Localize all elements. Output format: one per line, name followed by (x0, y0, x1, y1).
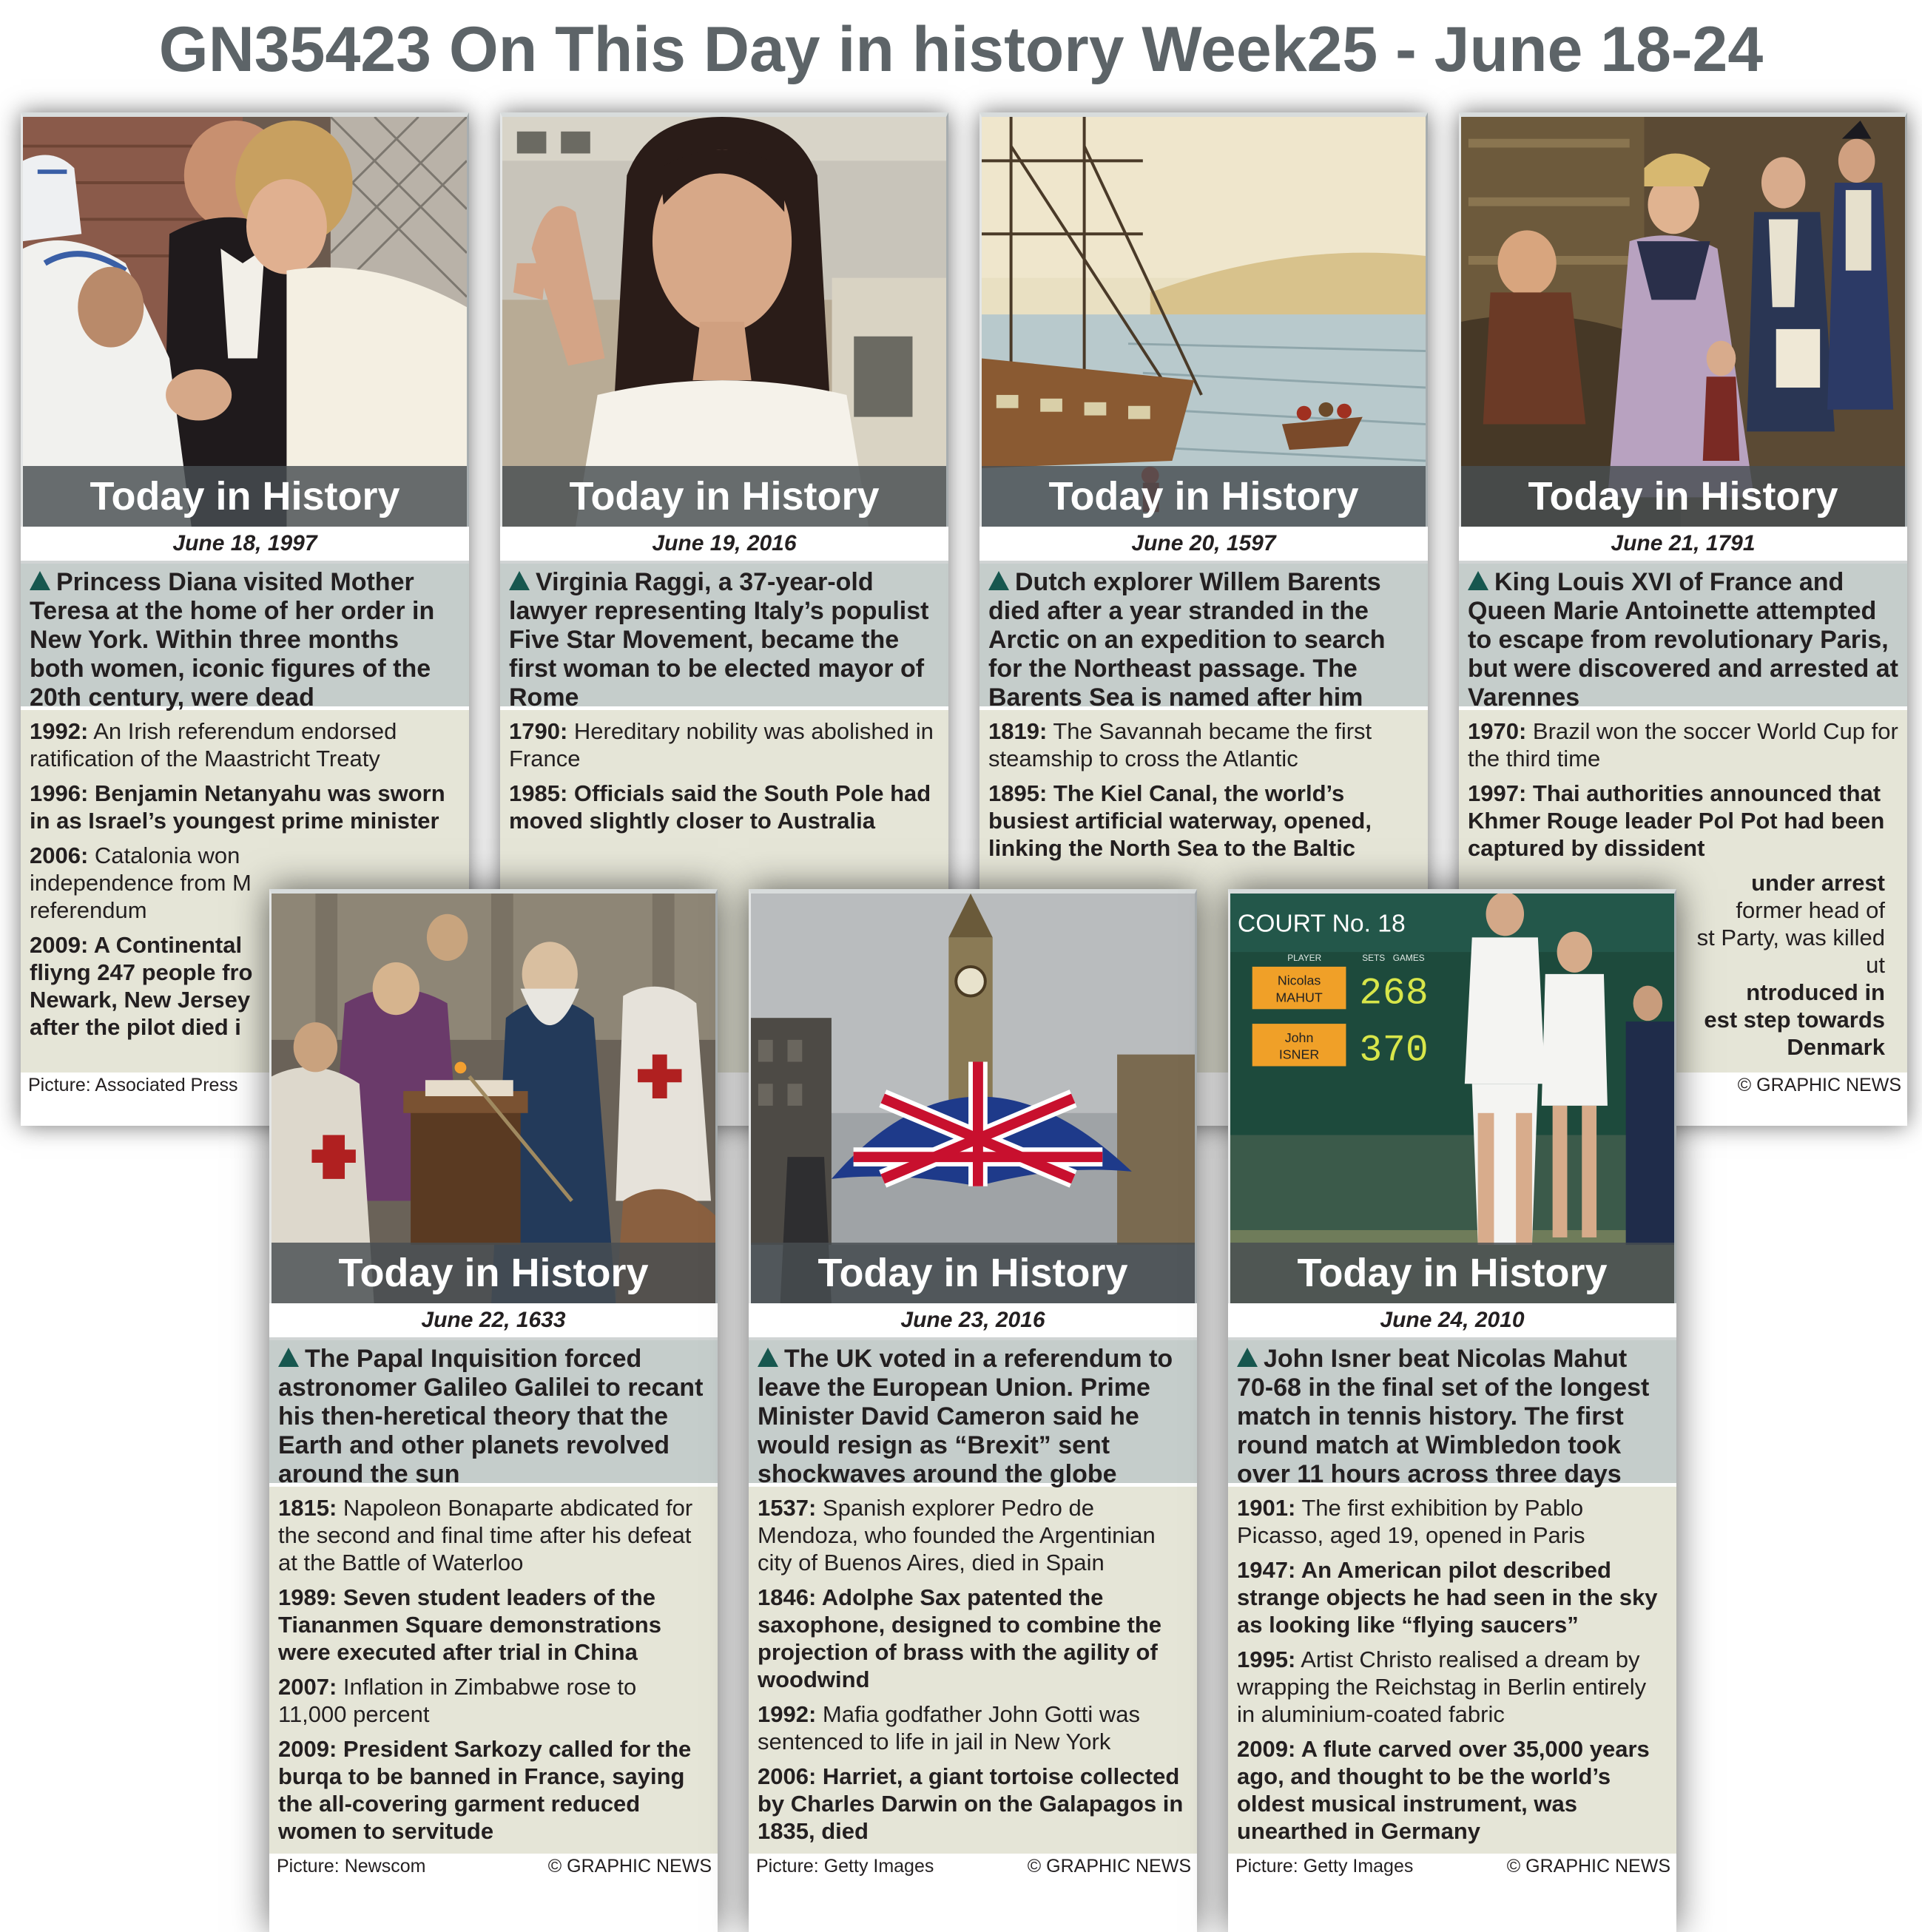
scoreboard-p2-first: John (1284, 1030, 1314, 1045)
credit-line (269, 1854, 718, 1879)
scoreboard-p1-games: 68 (1382, 972, 1429, 1016)
band-label: Today in History (90, 474, 400, 519)
main-event-headline (979, 564, 1428, 710)
headline-text: John Isner beat Nicolas Mahut 70-68 in the final set of the longest match in tennis history. The first round match at Wimbledon took over 11 hours across three days (1237, 1345, 1650, 1488)
scoreboard-p2-sets: 3 (1359, 1029, 1383, 1073)
event-text-fragment: fliyng 247 people fro (30, 959, 253, 985)
event-item (988, 780, 1419, 862)
event-text-fragment: Denmark (1787, 1034, 1885, 1060)
today-in-history-band (982, 466, 1426, 527)
other-events-list (749, 1487, 1197, 1854)
event-year: 1989: (278, 1584, 337, 1610)
photo-illustration (23, 117, 467, 527)
event-item (988, 717, 1419, 772)
scoreboard-p1-last: MAHUT (1275, 990, 1323, 1005)
headline-text: Dutch explorer Willem Barents died after a year stranded in the Arctic on an expedition to search for the Northeast passage. The Barents Sea is named after him (988, 568, 1386, 712)
event-text: An American pilot described strange objects he had seen in the sky as looking like “flying saucers” (1237, 1557, 1658, 1638)
scoreboard-col-sets: SETS (1362, 953, 1386, 964)
event-year: 2009: (1237, 1736, 1296, 1762)
main-event-headline (1459, 564, 1907, 710)
headline-text: Virginia Raggi, a 37-year-old lawyer representing Italy’s populist Five Star Movement, became the first woman to be elected mayor of Rome (509, 568, 929, 712)
event-item (278, 1584, 709, 1666)
event-text: President Sarkozy called for the burqa to be banned in France, saying the all-covering garment reduced women to servitude (278, 1736, 692, 1844)
other-events-list (269, 1487, 718, 1854)
event-year: 2009: (278, 1736, 337, 1762)
event-text: A Continental (93, 932, 243, 958)
picture-credit: Picture: Newscom (277, 1856, 426, 1877)
event-year: 1996: (30, 780, 89, 806)
event-text-fragment: Newark, New Jersey (30, 987, 251, 1013)
event-text: A flute carved over 35,000 years ago, and thought to be the world’s oldest musical instrument, was unearthed in Germany (1237, 1736, 1650, 1844)
history-card-june-24 (1228, 889, 1676, 1932)
triangle-icon (1468, 571, 1488, 590)
today-in-history-band (1461, 466, 1905, 527)
event-text-fragment: est step towards (1704, 1007, 1885, 1033)
event-item (1468, 717, 1898, 772)
event-year: 1992: (30, 718, 89, 744)
photo-barents-ship (979, 112, 1428, 527)
photo-illustration (982, 117, 1426, 527)
event-year: 2006: (758, 1763, 817, 1789)
triangle-icon (509, 571, 530, 590)
event-text: Artist Christo realised a dream by wrapping the Reichstag in Berlin entirely in aluminium-coated fabric (1237, 1646, 1647, 1727)
photo-virginia-raggi (500, 112, 948, 527)
event-item (278, 1735, 709, 1845)
event-text: Brazil won the soccer World Cup for the third time (1468, 718, 1898, 771)
copyright-credit: © GRAPHIC NEWS (1027, 1856, 1191, 1877)
headline-text: Princess Diana visited Mother Teresa at the home of her order in New York. Within three months both women, iconic figures of the 20th century, were dead (30, 568, 435, 712)
band-label: Today in History (1528, 474, 1838, 519)
event-item (1237, 1494, 1668, 1549)
picture-credit: Picture: Getty Images (756, 1856, 934, 1877)
event-year: 1846: (758, 1584, 817, 1610)
event-item (1237, 1735, 1668, 1845)
event-text-fragment: former head of (1736, 897, 1885, 923)
scoreboard-col-games: GAMES (1392, 953, 1425, 964)
today-in-history-band (502, 466, 946, 527)
scoreboard-p1-first: Nicolas (1277, 973, 1321, 988)
event-item (509, 717, 940, 772)
history-card-june-23 (749, 889, 1197, 1932)
event-text-fragment: after the pilot died i (30, 1014, 241, 1040)
event-year: 2007: (278, 1674, 337, 1700)
photo-illustration (1461, 117, 1905, 527)
event-year: 1901: (1237, 1495, 1296, 1521)
today-in-history-band (751, 1243, 1195, 1303)
main-event-headline (269, 1340, 718, 1487)
event-item (758, 1584, 1188, 1693)
event-item (30, 780, 460, 834)
scoreboard-p1-sets: 2 (1359, 972, 1383, 1016)
event-item (509, 780, 940, 834)
event-year: 1970: (1468, 718, 1527, 744)
event-year: 2009: (30, 932, 89, 958)
copyright-credit: © GRAPHIC NEWS (1506, 1856, 1670, 1877)
event-text: Seven student leaders of the Tiananmen Square demonstrations were executed after trial in China (278, 1584, 661, 1665)
event-year: 1985: (509, 780, 568, 806)
triangle-icon (758, 1348, 778, 1367)
copyright-credit: © GRAPHIC NEWS (1737, 1075, 1901, 1095)
event-year: 1537: (758, 1495, 817, 1521)
picture-credit: Picture: Associated Press (28, 1075, 238, 1095)
photo-louis-xvi-varennes (1459, 112, 1907, 527)
event-year: 1895: (988, 780, 1048, 806)
band-label: Today in History (338, 1251, 649, 1295)
event-text-fragment: ntroduced in (1746, 979, 1885, 1005)
event-text: The Kiel Canal, the world’s busiest artificial waterway, opened, linking the North Sea to the Baltic (988, 780, 1372, 861)
photo-illustration (502, 117, 946, 527)
event-date: June 20, 1597 (979, 527, 1428, 564)
event-item (758, 1763, 1188, 1845)
photo-isner-mahut-scoreboard (1228, 889, 1676, 1303)
event-date: June 23, 2016 (749, 1303, 1197, 1340)
event-item (278, 1494, 709, 1576)
picture-credit: Picture: Getty Images (1235, 1856, 1414, 1877)
triangle-icon (30, 571, 50, 590)
event-text: The first exhibition by Pablo Picasso, aged 19, opened in Paris (1237, 1495, 1585, 1548)
event-date: June 19, 2016 (500, 527, 948, 564)
event-text: Adolphe Sax patented the saxophone, designed to combine the projection of brass with the agility of woodwind (758, 1584, 1162, 1692)
event-item (758, 1700, 1188, 1755)
event-year: 1790: (509, 718, 568, 744)
event-year: 1992: (758, 1701, 817, 1727)
main-event-headline (500, 564, 948, 710)
event-text-fragment: st Party, was killed (1696, 925, 1885, 950)
event-text: Officials said the South Pole had moved slightly closer to Australia (509, 780, 931, 834)
event-text: Inflation in Zimbabwe rose to 11,000 percent (278, 1674, 637, 1727)
main-event-headline (749, 1340, 1197, 1487)
credit-line (1228, 1854, 1676, 1879)
photo-galileo-inquisition (269, 889, 718, 1303)
triangle-icon (278, 1348, 299, 1367)
event-text: Thai authorities announced that Khmer Rouge leader Pol Pot had been captured by dissident (1468, 780, 1885, 861)
event-text: Spanish explorer Pedro de Mendoza, who founded the Argentinian city of Buenos Aires, died in Spain (758, 1495, 1156, 1575)
history-card-june-22 (269, 889, 718, 1932)
band-label: Today in History (1297, 1251, 1608, 1295)
event-year: 1995: (1237, 1646, 1296, 1672)
event-item (1237, 1556, 1668, 1638)
photo-illustration (272, 894, 715, 1303)
scoreboard-court: COURT No. 18 (1237, 910, 1406, 938)
event-text-fragment: referendum (30, 897, 147, 923)
event-text: Hereditary nobility was abolished in France (509, 718, 934, 771)
event-year: 1815: (278, 1495, 337, 1521)
scoreboard-col-player: PLAYER (1287, 953, 1322, 964)
photo-illustration (1230, 894, 1674, 1303)
event-text-fragment: independence from M (30, 870, 252, 896)
main-event-headline (1228, 1340, 1676, 1487)
headline-text: King Louis XVI of France and Queen Marie Antoinette attempted to escape from revolutionary Paris, but were discovered and arrested at Varennes (1468, 568, 1898, 712)
photo-illustration (751, 894, 1195, 1303)
event-item (758, 1494, 1188, 1576)
triangle-icon (988, 571, 1009, 590)
band-label: Today in History (1048, 474, 1359, 519)
event-text: An Irish referendum endorsed ratification of the Maastricht Treaty (30, 718, 397, 771)
main-event-headline (21, 564, 469, 710)
triangle-icon (1237, 1348, 1258, 1367)
event-item (1468, 780, 1898, 862)
today-in-history-band (23, 466, 467, 527)
event-item (30, 717, 460, 772)
scoreboard-p2-games: 70 (1382, 1029, 1429, 1073)
headline-text: The UK voted in a referendum to leave the European Union. Prime Minister David Cameron said he would resign as “Brexit” sent shockwaves around the globe (758, 1345, 1173, 1488)
event-year: 1819: (988, 718, 1048, 744)
copyright-credit: © GRAPHIC NEWS (547, 1856, 712, 1877)
today-in-history-band (272, 1243, 715, 1303)
photo-diana-teresa (21, 112, 469, 527)
event-text: Mafia godfather John Gotti was sentenced to life in jail in New York (758, 1701, 1140, 1754)
event-item (278, 1673, 709, 1728)
credit-line (749, 1854, 1197, 1879)
event-text: Catalonia won (94, 842, 240, 868)
event-text: The Savannah became the first steamship to cross the Atlantic (988, 718, 1372, 771)
scoreboard-p2-last: ISNER (1278, 1047, 1320, 1062)
headline-text: The Papal Inquisition forced astronomer Galileo Galilei to recant his then-heretical theory that the Earth and other planets revolved around the sun (278, 1345, 704, 1488)
event-text: Benjamin Netanyahu was sworn in as Israel’s youngest prime minister (30, 780, 445, 834)
page-title: GN35423 On This Day in history Week25 - June 18-24 (158, 14, 1764, 85)
event-year: 1947: (1237, 1557, 1296, 1583)
event-text-fragment: ut (1866, 952, 1885, 978)
event-item (1237, 1646, 1668, 1728)
today-in-history-band (1230, 1243, 1674, 1303)
other-events-list (1228, 1487, 1676, 1854)
band-label: Today in History (569, 474, 880, 519)
event-date: June 18, 1997 (21, 527, 469, 564)
photo-brexit-umbrella (749, 889, 1197, 1303)
event-year: 1997: (1468, 780, 1527, 806)
band-label: Today in History (817, 1251, 1128, 1295)
event-text: Harriet, a giant tortoise collected by Charles Darwin on the Galapagos in 1835, died (758, 1763, 1184, 1844)
event-date: June 21, 1791 (1459, 527, 1907, 564)
event-date: June 22, 1633 (269, 1303, 718, 1340)
event-text: Napoleon Bonaparte abdicated for the second and final time after his defeat at the Battle of Waterloo (278, 1495, 693, 1575)
event-year: 2006: (30, 842, 89, 868)
event-date: June 24, 2010 (1228, 1303, 1676, 1340)
event-text-fragment: under arrest (1751, 870, 1885, 896)
